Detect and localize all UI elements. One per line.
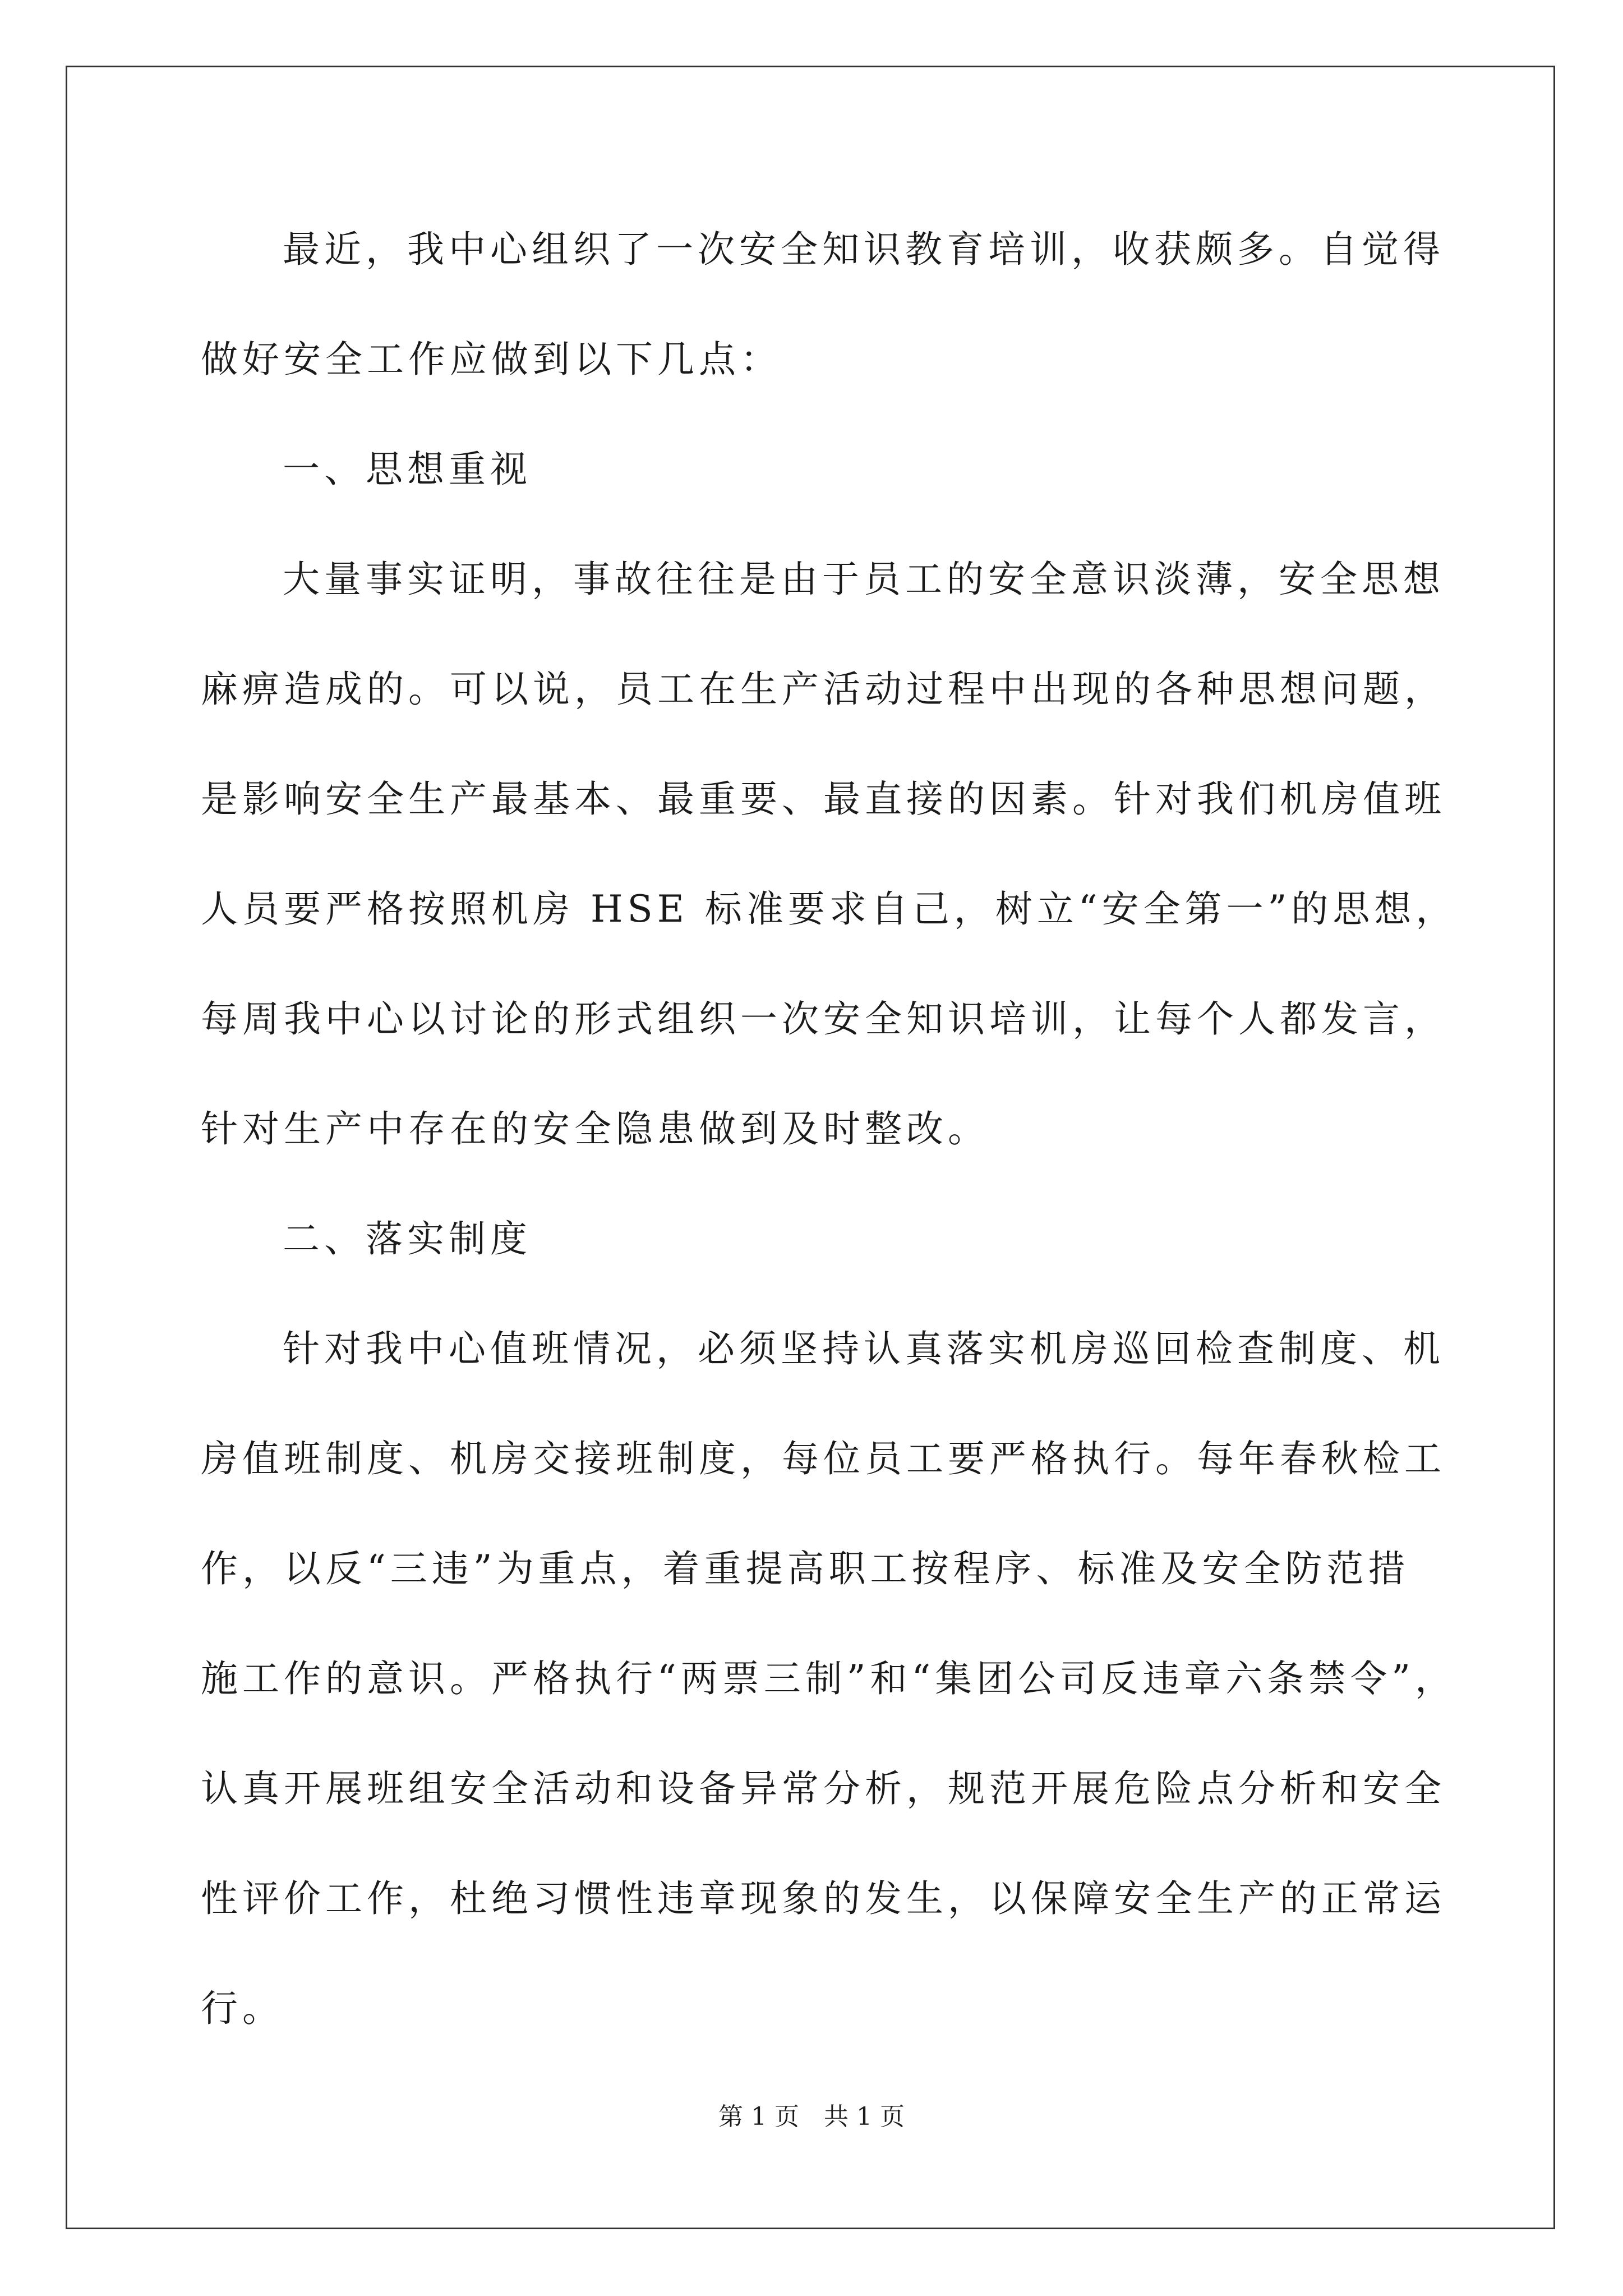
- text-line: 每周我中心以讨论的形式组织一次安全知识培训，让每个人都发言，: [201, 997, 1446, 1041]
- text-line: 作，以反“三违”为重点，着重提高职工按程序、标准及安全防范措: [201, 1547, 1410, 1590]
- text-line: 针对生产中存在的安全隐患做到及时整改。: [201, 1107, 989, 1151]
- text-line: 最近，我中心组织了一次安全知识教育培训，收获颇多。自觉得: [283, 228, 1445, 271]
- text-line: 行。: [201, 1987, 284, 2030]
- text-line: 施工作的意识。严格执行“两票三制”和“集团公司反违章六条禁令”，: [201, 1657, 1456, 1700]
- page-number-footer: 第 1 页 共 1 页: [718, 2102, 905, 2131]
- text-line: 是影响安全生产最基本、最重要、最直接的因素。针对我们机房值班: [201, 777, 1446, 821]
- text-line: 性评价工作，杜绝习惯性违章现象的发生，以保障安全生产的正常运: [201, 1877, 1446, 1920]
- text-line: 大量事实证明，事故往往是由于员工的安全意识淡薄，安全思想: [283, 558, 1445, 601]
- text-line: 房值班制度、机房交接班制度，每位员工要严格执行。每年春秋检工: [201, 1437, 1446, 1480]
- text-line: 人员要严格按照机房 HSE 标准要求自己，树立“安全第一”的思想，: [201, 887, 1458, 931]
- section-heading: 一、思想重视: [283, 448, 532, 491]
- document-body: [201, 216, 1458, 2085]
- text-line: 做好安全工作应做到以下几点：: [201, 338, 782, 381]
- text-line: 麻痹造成的。可以说，员工在生产活动过程中出现的各种思想问题，: [201, 668, 1446, 711]
- text-line: 针对我中心值班情况，必须坚持认真落实机房巡回检查制度、机: [283, 1327, 1445, 1370]
- section-heading: 二、落实制度: [283, 1217, 532, 1260]
- text-line: 认真开展班组安全活动和设备异常分析，规范开展危险点分析和安全: [201, 1767, 1446, 1810]
